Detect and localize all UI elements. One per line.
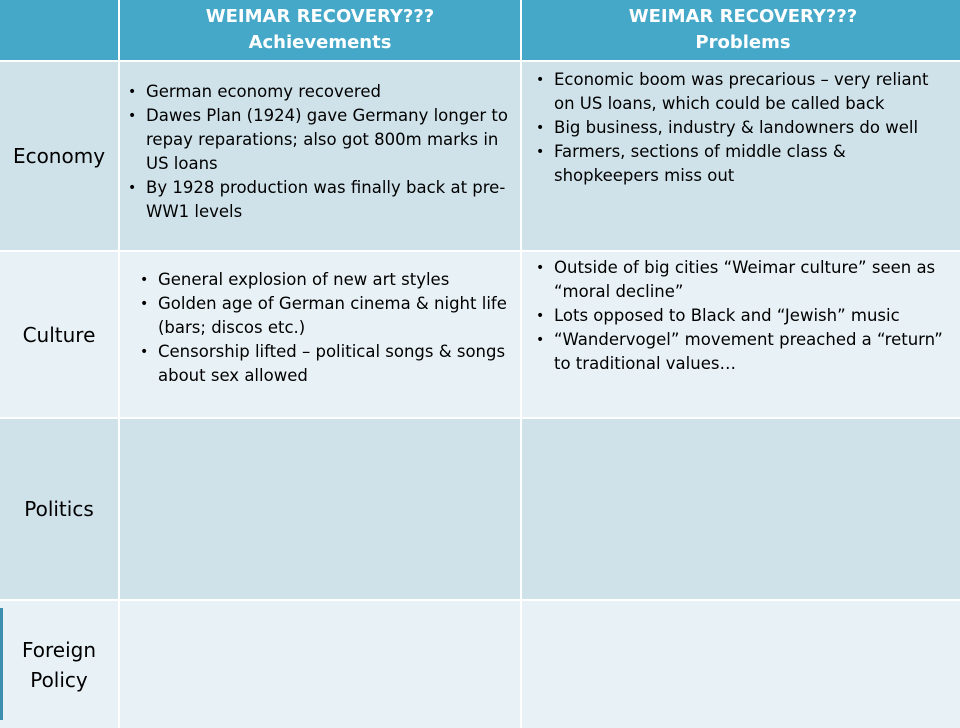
row-label-foreign-line1: Foreign — [21, 637, 97, 662]
list-item: • Outside of big cities “Weimar culture” seen as “moral decline” — [532, 256, 946, 304]
list-item: • Farmers, sections of middle class & shopkeepers miss out — [532, 140, 946, 188]
row-label-economy-text: Economy — [12, 144, 106, 168]
header-achievements-subtitle: Achievements — [248, 32, 392, 53]
slide-edge-accent — [0, 608, 3, 720]
row-label-foreign-line2: Policy — [30, 667, 88, 692]
list-item: • Big business, industry & landowners do well — [532, 116, 946, 140]
list-item: • By 1928 production was finally back at pre-WW1 levels — [124, 176, 510, 224]
row-label-politics — [0, 419, 118, 599]
header-corner-cell — [0, 0, 118, 60]
header-problems-title: WEIMAR RECOVERY??? — [628, 6, 858, 27]
list-item: • Economic boom was precarious – very reliant on US loans, which could be called back — [532, 68, 946, 116]
politics-achievements-cell — [120, 419, 520, 599]
economy-achievements-cell — [120, 62, 520, 250]
row-label-culture-text: Culture — [22, 322, 96, 347]
foreign-problems-cell — [522, 601, 960, 728]
list-item: • “Wandervogel” movement preached a “return” to traditional values… — [532, 328, 946, 376]
culture-problems-cell — [522, 252, 960, 417]
row-label-foreign-policy — [0, 601, 118, 728]
list-item: • Golden age of German cinema & night life (bars; discos etc.) — [136, 292, 510, 340]
foreign-achievements-cell — [120, 601, 520, 728]
header-achievements-title: WEIMAR RECOVERY??? — [205, 6, 435, 27]
economy-problems-cell — [522, 62, 960, 250]
list-item: • General explosion of new art styles — [136, 268, 510, 292]
row-label-foreign-policy-text — [22, 635, 96, 695]
header-achievements — [120, 0, 520, 60]
header-problems — [522, 0, 960, 60]
header-problems-subtitle: Problems — [695, 32, 791, 53]
culture-achievements-cell — [120, 252, 520, 417]
list-item: • Censorship lifted – political songs & songs about sex allowed — [136, 340, 510, 388]
list-item: • Dawes Plan (1924) gave Germany longer to repay reparations; also got 800m marks in US loans — [124, 104, 510, 176]
row-label-culture — [0, 252, 118, 417]
row-label-politics-text: Politics — [24, 497, 94, 521]
politics-problems-cell — [522, 419, 960, 599]
row-label-economy — [0, 62, 118, 250]
list-item: • German economy recovered — [124, 80, 510, 104]
list-item: • Lots opposed to Black and “Jewish” music — [532, 304, 946, 328]
